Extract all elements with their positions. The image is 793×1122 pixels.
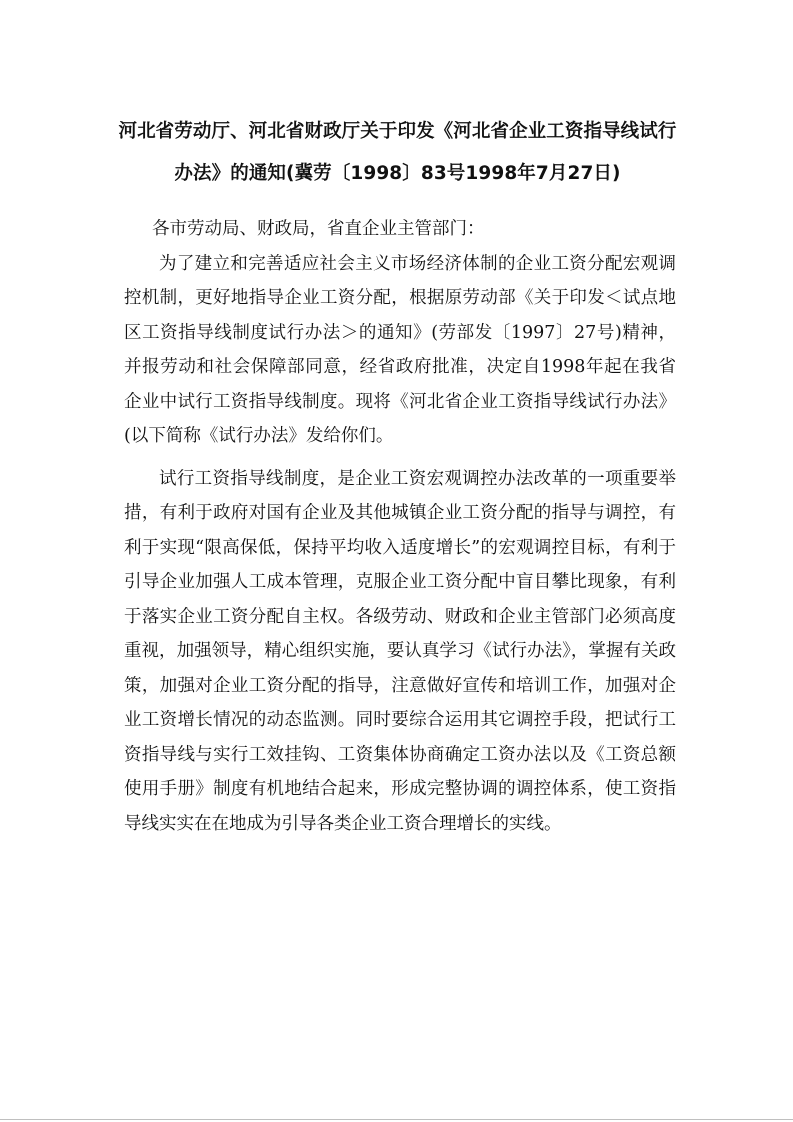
paragraph-2: 试行工资指导线制度，是企业工资宏观调控办法改革的一项重要举措，有利于政府对国有企业及其他城镇企业工资分配的指导与调控，有利于实现“限高保低，保持平均收入适度增长”的宏观调控目标，有利于引导企业加强人工成本管理，克服企业工资分配中盲目攀比现象，有利于落实企业工资分配自主权。各级劳动、财政和企业主管部门必须高度重视，加强领导，精心组织实施，要认真学习《试行办法》，掌握有关政策，加强对企业工资分配的指导，注意做好宣传和培训工作，加强对企业工资增长情况的动态监测。同时要综合运用其它调控手段，把试行工资指导线与实行工效挂钩、工资集体协商确定工资办法以及《工资总额使用手册》制度有机地结合起来，形成完整协调的调控体系，使工资指导线实实在在地成为引导各类企业工资合理增长的实线。 xyxy=(124,468,676,834)
document-title xyxy=(110,111,685,195)
paragraph-1: 为了建立和完善适应社会主义市场经济体制的企业工资分配宏观调控机制，更好地指导企业工资分配，根据原劳动部《关于印发＜试点地区工资指导线制度试行办法＞的通知》(劳部发〔1997〕27号)精神，并报劳动和社会保障部同意，经省政府批准，决定自1998年起在我省企业中试行工资指导线制度。现将《河北省企业工资指导线试行办法》(以下简称《试行办法》发给你们。 xyxy=(124,253,676,446)
page-bottom-divider xyxy=(0,1119,793,1120)
title-line-2: 办法》的通知(冀劳〔1998〕83号1998年7月27日) xyxy=(174,163,621,184)
document-body xyxy=(124,212,676,841)
title-line-1: 河北省劳动厅、河北省财政厅关于印发《河北省企业工资指导线试行 xyxy=(118,121,677,142)
salutation: 各市劳动局、财政局，省直企业主管部门： xyxy=(152,219,485,239)
